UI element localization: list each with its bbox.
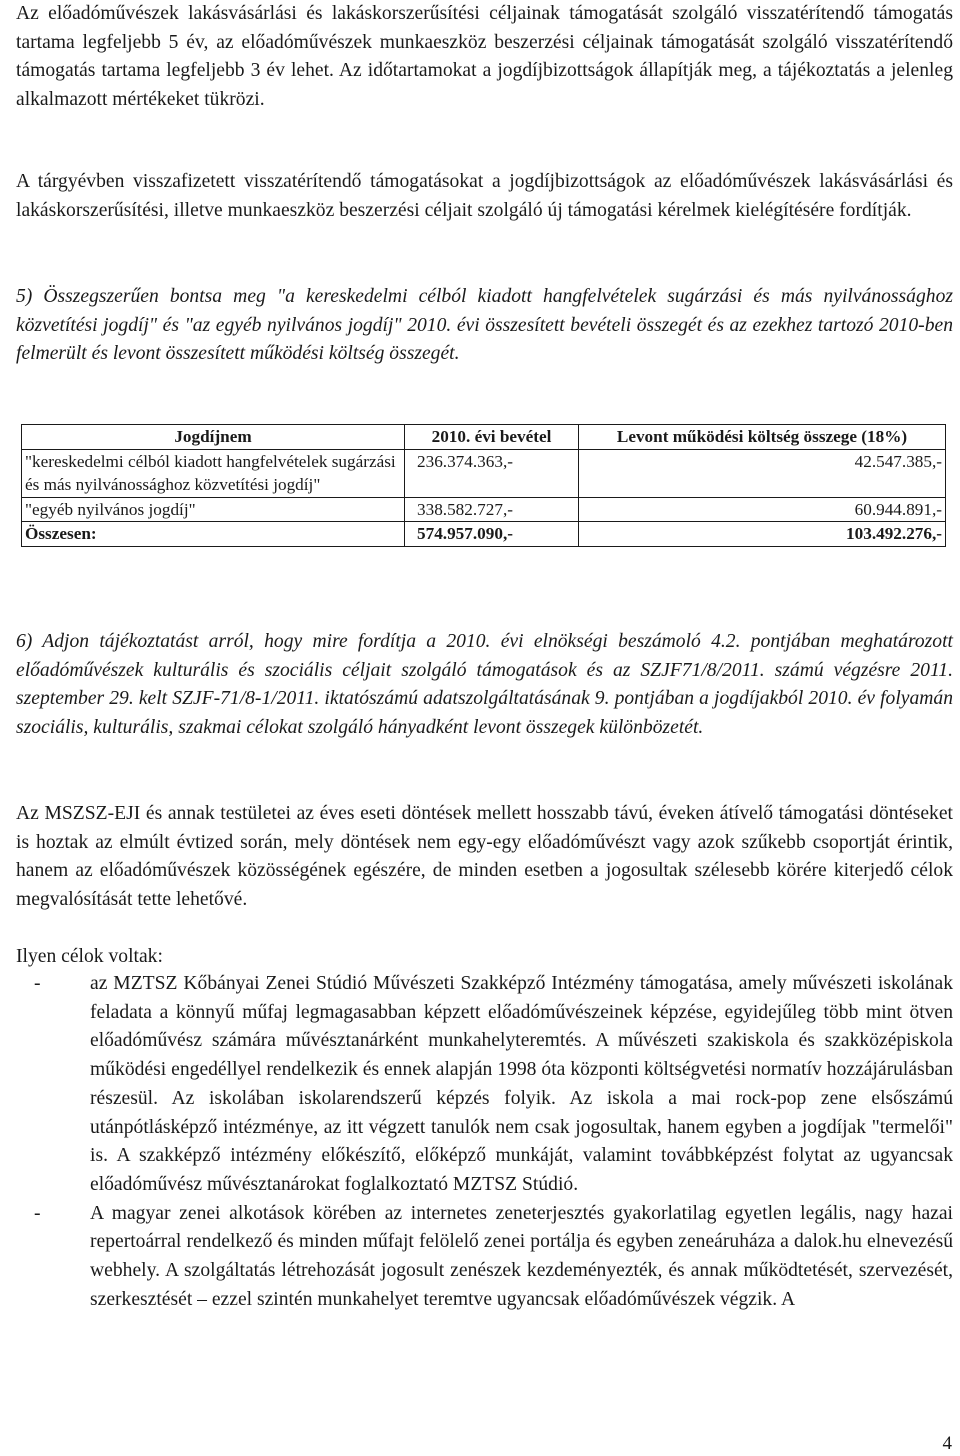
table-cell-total-label: Összesen: [22,522,405,547]
table-header-cell: Levont működési költség összege (18%) [579,425,946,450]
table-row [22,497,946,522]
table-cell-name: "kereskedelmi célból kiadott hangfelvételek sugárzási és más nyilvánossághoz közvetítési jogdíj" [22,449,405,497]
list-intro: Ilyen célok voltak: [16,946,163,967]
table-cell-cost: 42.547.385,- [579,449,946,497]
table-header-row [22,425,946,450]
table-cell-name: "egyéb nyilvános jogdíj" [22,497,405,522]
table-cell-cost: 60.944.891,- [579,497,946,522]
list-item-text: az MZTSZ Kőbányai Zenei Stúdió Művészeti Szakképző Intézmény támogatása, amely művészeti iskolának feladata a könnyű műfaj legmagasabban képzett előadóművészeinek képzése, egyidejűleg több mint ötven előadóművész számára művésztanárként munkahelyteremtés. A művészeti szakiskola és szakközépiskola működési engedéllyel rendelkezik és ennek alapján 1998 óta központi költségvetési normatív hozzájárulásban részesül. Az iskolában iskolarendszerű képzés folyik. Az iskola a mai rock-pop zene elsőszámú utánpótlásképző intézménye, az itt végzett tanulók nem csak jogosultak, hanem egyben a jogdíjak "termelői" is. A szakképző intézmény előkészítő, előképző munkáját, valamint továbbképzést folytat az ugyancsak előadóművész művésztanárokat foglalkoztató MZTSZ Stúdió. [90,973,953,1195]
table-total-row [22,522,946,547]
list-item [16,970,953,1200]
paragraph-support-duration: Az előadóművészek lakásvásárlási és lakáskorszerűsítési céljainak támogatását szolgáló visszatérítendő támogatás tartama legfeljebb 5 év, az előadóművészek munkaeszköz beszerzési céljainak támogatását szolgáló visszatérítendő támogatás tartama legfeljebb 3 év lehet. Az időtartamokat a jogdíjbizottságok állapítják meg, a tájékoztatás a jelenleg alkalmazott mértékeket tükrözi. [16,3,953,111]
paragraph-long-term-support: Az MSZSZ-EJI és annak testületei az éves eseti döntések mellett hosszabb távú, éveken átívelő támogatási döntéseket is hoztak az elmúlt évtized során, mely döntések nem egy-egy előadóművészt vagy azok szűkebb csoportját érintik, hanem az előadóművészek közösségének egészére, de minden esetben a jogosultak szélesebb körére kiterjedő célok megvalósítását tette lehetővé. [16,803,953,911]
table-row [22,449,946,497]
table-cell-total-income: 574.957.090,- [405,522,579,547]
page-number: 4 [942,1433,952,1454]
list-item-text: A magyar zenei alkotások körében az internetes zeneterjesztés gyakorlatilag egyetlen legális, nagy hazai repertoárral rendelkező és minden műfajt felölelő zenei portálja és egyben zeneáruháza a dalok.hu elnevezésű webhely. A szolgáltatás létrehozását jogosult zenészek kezdeményezték, és annak működtetését, szervezését, szerkesztését – ezzel szintén munkahelyet teremtve ugyancsak előadóművészek végzik. A [90,1202,953,1310]
royalty-table [21,424,946,547]
table-header-cell: Jogdíjnem [22,425,405,450]
table-cell-total-cost: 103.492.276,- [579,522,946,547]
list-bullet: - [34,973,41,994]
list-bullet: - [34,1202,41,1224]
table-header-cell: 2010. évi bevétel [405,425,579,450]
table-cell-income: 338.582.727,- [405,497,579,522]
paragraph-repaid-support: A tárgyévben visszafizetett visszatérítendő támogatásokat a jogdíjbizottságok az előadóművészek lakásvásárlási és lakáskorszerűsítési, illetve munkaeszköz beszerzési céljait szolgáló új támogatási kérelmek kielégítésére fordítják. [16,171,953,221]
goals-list [16,970,953,1314]
question-5: 5) Összegszerűen bontsa meg "a kereskedelmi célból kiadott hangfelvételek sugárzási és más nyilvánossághoz közvetítési jogdíj" és "az egyéb nyilvános jogdíj" 2010. évi összesített bevételi összegét és az ezekhez tartozó 2010-ben felmerült és levont összesített működési költség összegét. [16,286,953,365]
question-6: 6) Adjon tájékoztatást arról, hogy mire fordítja a 2010. évi elnökségi beszámoló 4.2. pontjában meghatározott előadóművészek kulturális és szociális céljait szolgáló támogatások és az SZJF71/8/2011. számú végzésre 2011. szeptember 29. kelt SZJF-71/8-1/2011. iktatószámú adatszolgáltatásának 9. pontjában a jogdíjakból 2010. év folyamán szociális, kulturális, szakmai célokat szolgáló hányadként levont összegek különbözetét. [16,631,953,739]
list-item [16,1200,953,1315]
table-cell-income: 236.374.363,- [405,449,579,497]
